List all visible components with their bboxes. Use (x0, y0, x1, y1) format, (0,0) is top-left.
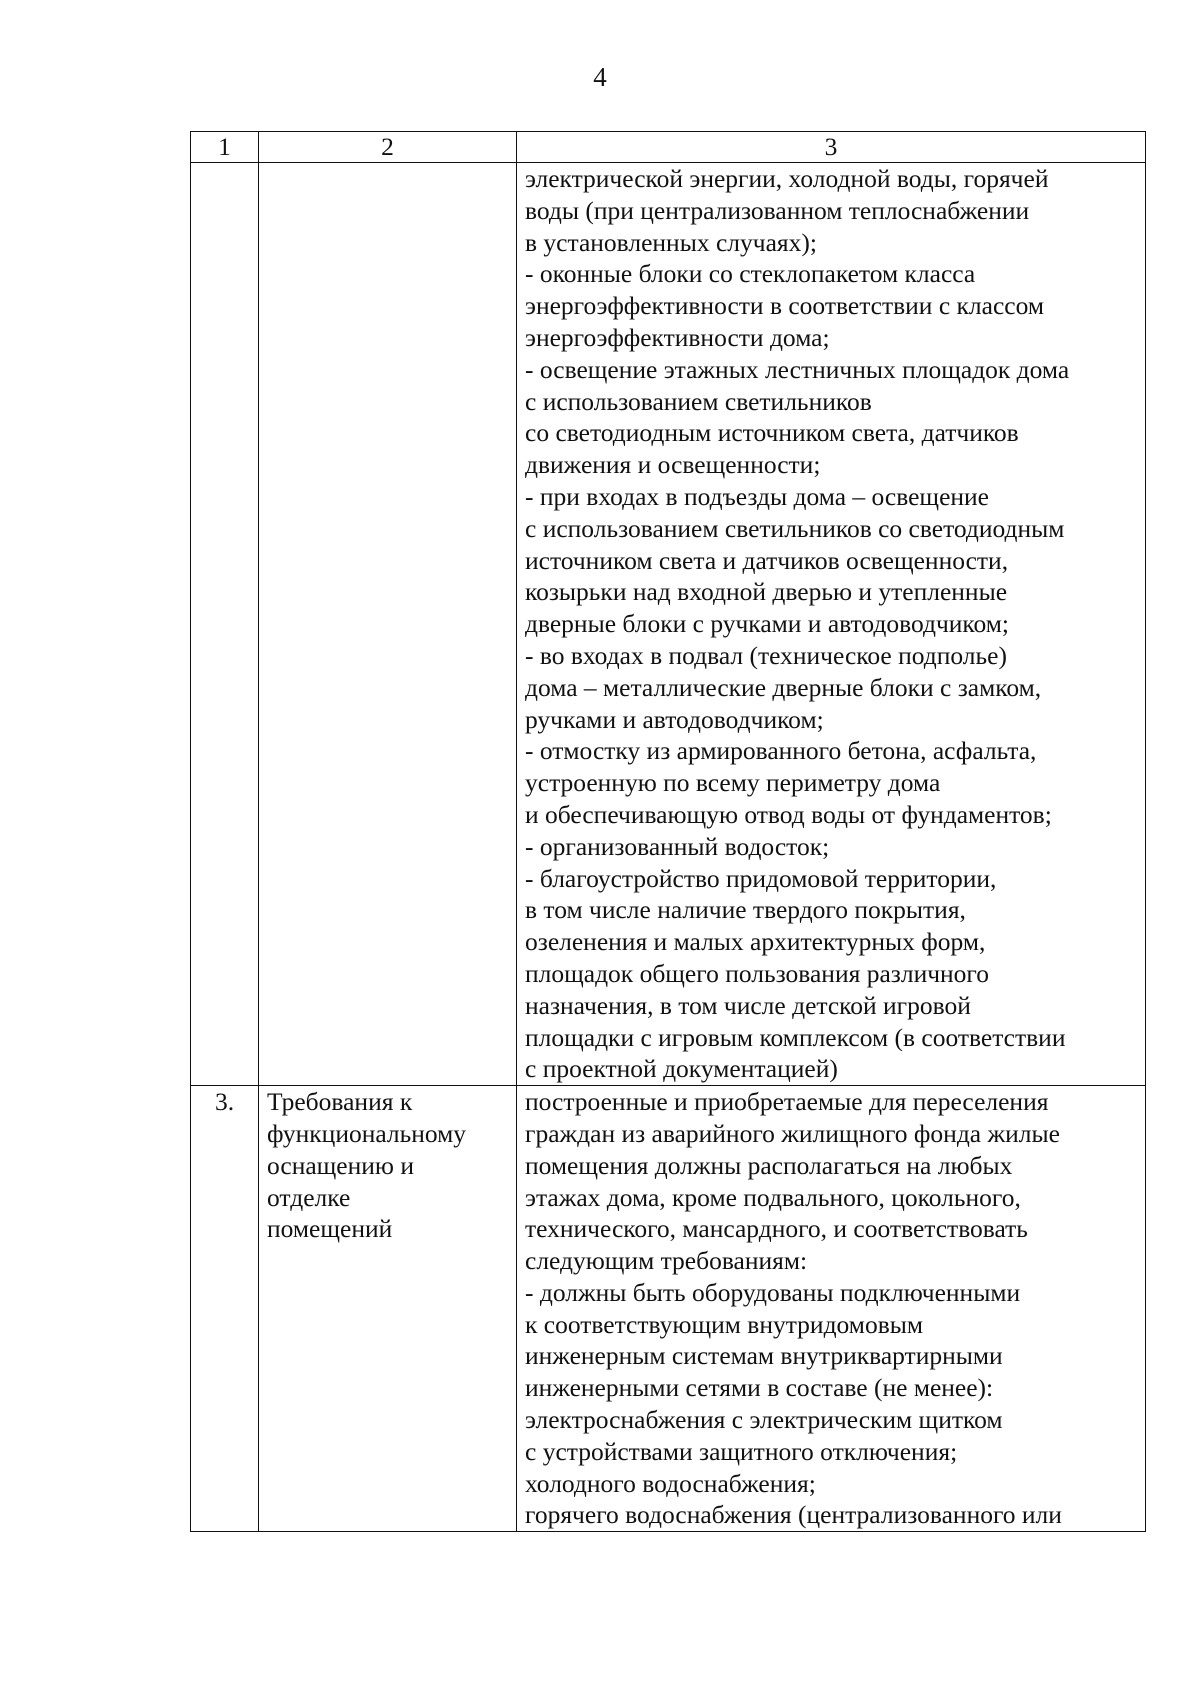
text-line: площадки с игровым комплексом (в соответствии (525, 1022, 1066, 1052)
text-line: к соответствующим внутридомовым (525, 1309, 924, 1339)
text-line: построенные и приобретаемые для переселения (525, 1087, 1049, 1117)
text-line: технического, мансардного, и соответствовать (525, 1214, 1028, 1244)
text-line: граждан из аварийного жилищного фонда жилые (525, 1118, 1060, 1148)
text-line: электрической энергии, холодной воды, горячей (525, 164, 1049, 193)
text-line: функциональному (267, 1118, 467, 1148)
text-line: источником света и датчиков освещенности, (525, 545, 1009, 575)
text-line: в установленных случаях); (525, 227, 817, 257)
text-line: холодного водоснабжения; (525, 1468, 816, 1498)
text-line: следующим требованиям: (525, 1246, 808, 1276)
row-number: 3. (191, 1086, 259, 1532)
text-line: с использованием светильников (525, 386, 872, 416)
text-line: энергоэффективности в соответствии с классом (525, 291, 1044, 321)
text-line: инженерным системам внутриквартирными (525, 1341, 1003, 1371)
text-line: дверные блоки с ручками и автодоводчиком; (525, 609, 1009, 639)
header-col-1: 1 (191, 132, 259, 163)
text-line: - отмостку из армированного бетона, асфальта, (525, 736, 1037, 766)
row-title (259, 1086, 517, 1532)
text-line: оснащению и (267, 1150, 414, 1180)
row-title (259, 163, 517, 1086)
text-line: - оконные блоки со стеклопакетом класса (525, 259, 976, 289)
table-row (191, 1086, 1146, 1532)
table-row (191, 163, 1146, 1086)
text-line: - при входах в подъезды дома – освещение (525, 481, 989, 511)
text-line: назначения, в том числе детской игровой (525, 990, 971, 1020)
header-col-2: 2 (259, 132, 517, 163)
text-line: - должны быть оборудованы подключенными (525, 1277, 1021, 1307)
row-number (191, 163, 259, 1086)
text-line: и обеспечивающую отвод воды от фундаментов; (525, 799, 1052, 829)
text-line: озеленения и малых архитектурных форм, (525, 927, 986, 957)
text-line: помещений (267, 1214, 393, 1244)
text-line: горячего водоснабжения (централизованного или (525, 1500, 1062, 1530)
text-line: козырьки над входной дверью и утепленные (525, 577, 1008, 607)
text-line: ручками и автодоводчиком; (525, 704, 824, 734)
text-line: отделке (267, 1182, 351, 1212)
text-line: с проектной документацией) (525, 1054, 838, 1084)
text-line: - благоустройство придомовой территории, (525, 863, 997, 893)
text-line: воды (при централизованном теплоснабжении (525, 195, 1030, 225)
text-line: энергоэффективности дома; (525, 322, 830, 352)
text-line: - организованный водосток; (525, 831, 830, 861)
text-line: - освещение этажных лестничных площадок дома (525, 354, 1070, 384)
page-number: 4 (593, 62, 607, 92)
text-line: устроенную по всему периметру дома (525, 768, 941, 798)
text-line: инженерными сетями в составе (не менее): (525, 1373, 994, 1403)
text-line: с использованием светильников со светодиодным (525, 513, 1065, 543)
header-col-3: 3 (517, 132, 1146, 163)
table-header-row (191, 132, 1146, 163)
text-line: с устройствами защитного отключения; (525, 1436, 958, 1466)
text-line: Требования к (267, 1087, 413, 1117)
text-line: дома – металлические дверные блоки с замком, (525, 672, 1042, 702)
text-line: этажах дома, кроме подвального, цокольного, (525, 1182, 1021, 1212)
text-line: электроснабжения с электрическим щитком (525, 1405, 1003, 1435)
text-line: помещения должны располагаться на любых (525, 1150, 1013, 1180)
row-content (517, 163, 1146, 1086)
text-line: - во входах в подвал (техническое подполье) (525, 640, 1007, 670)
text-line: движения и освещенности; (525, 450, 821, 480)
text-line: площадок общего пользования различного (525, 958, 990, 988)
text-line: в том числе наличие твердого покрытия, (525, 895, 966, 925)
row-content (517, 1086, 1146, 1532)
requirements-table (190, 131, 1146, 1532)
text-line: со светодиодным источником света, датчиков (525, 418, 1019, 448)
